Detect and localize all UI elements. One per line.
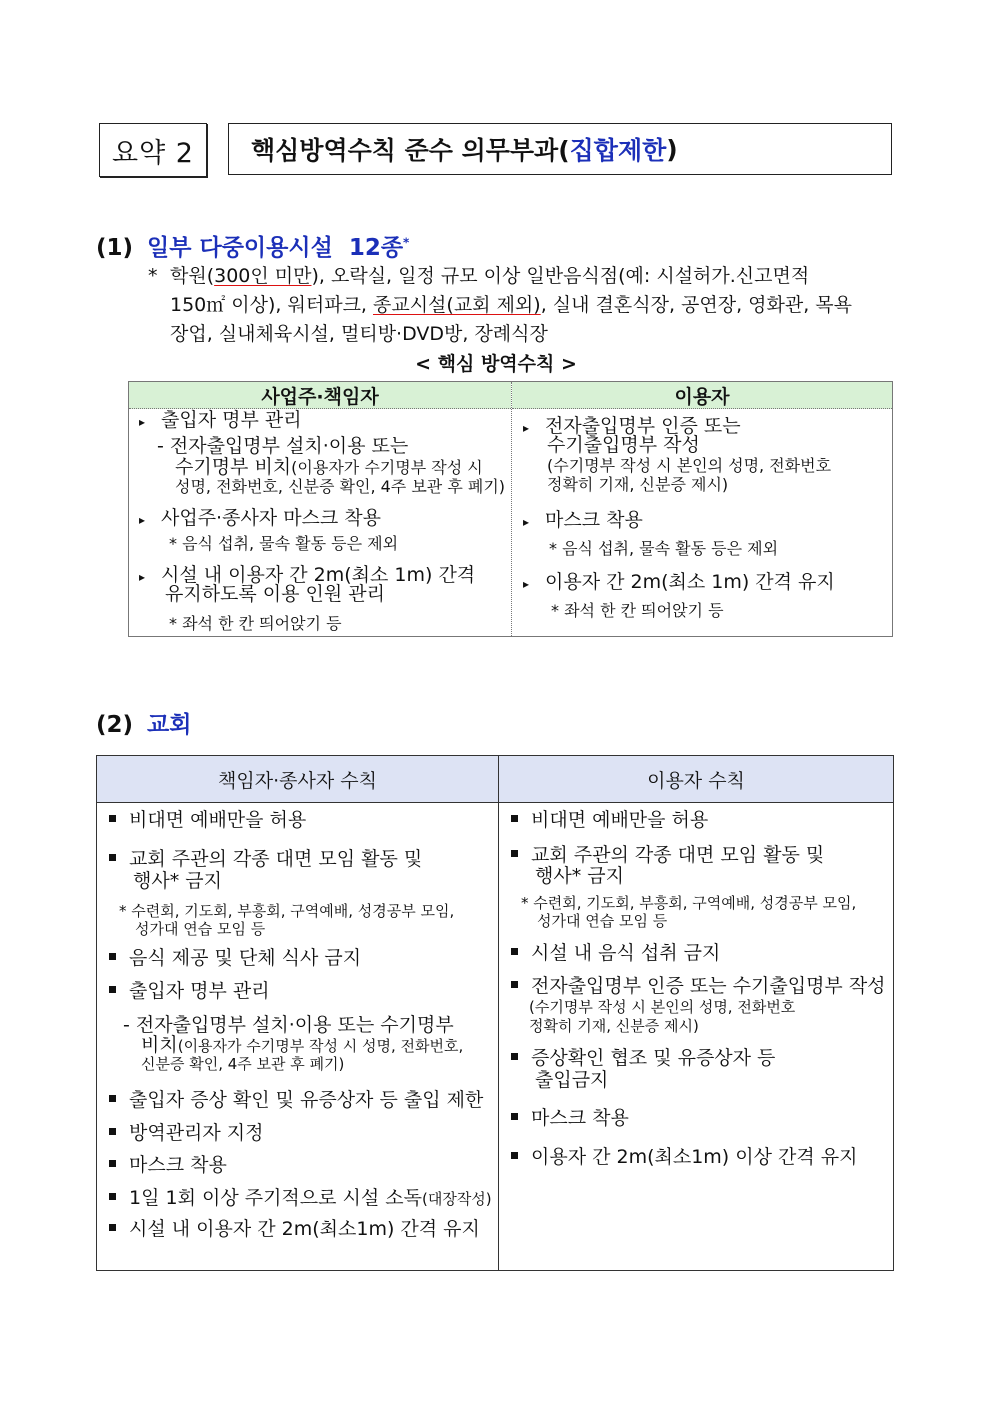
user-rule-2-note2: 성가대 연습 모임 등 (537, 912, 668, 930)
user-item-3 (523, 571, 835, 595)
note-mark: * (148, 265, 158, 287)
staff-rule-3-text: 음식 제공 및 단체 식사 금지 (129, 947, 362, 969)
staff-rule-4-sub2-small: (이용자가 수기명부 작성 시 성명, 전화번호, (177, 1037, 464, 1055)
triangle-bullet-icon: ▸ (523, 515, 530, 529)
square-bullet-icon (109, 1160, 116, 1167)
section1-title: 일부 다중이용시설 12종 (147, 235, 404, 261)
user-rule-1-text: 비대면 예배만을 허용 (531, 809, 709, 831)
user-item-2 (523, 509, 643, 533)
user-rule-4 (511, 975, 886, 997)
section2-heading (96, 706, 191, 739)
staff-rule-5-text: 출입자 증상 확인 및 유증상자 등 출입 제한 (129, 1089, 484, 1111)
section2-table (96, 755, 894, 1271)
user-item-1-sub1: (수기명부 작성 시 본인의 성명, 전화번호 (547, 456, 832, 475)
note-line1-b: ), 오락실, 일정 규모 이상 일반음식점(예: 시설허가.신고면적 (311, 265, 810, 287)
user-item-1-sub2: 정확히 기재, 신분증 제시) (547, 475, 729, 494)
user-rule-2-note1: * 수련회, 기도회, 부흥회, 구역예배, 성경공부 모임, (521, 894, 857, 912)
section1-note (148, 262, 896, 349)
col-owner-header: 사업주·책임자 (129, 382, 511, 409)
owner-item-3-line2: 유지하도록 이용 인원 관리 (165, 583, 386, 605)
owner-item-1 (139, 409, 302, 433)
summary-label: 요약 2 (99, 123, 207, 177)
owner-item-1-sub1: - 전자출입명부 설치·이용 또는 (157, 435, 409, 457)
staff-rule-6 (109, 1122, 264, 1144)
user-rule-6 (511, 1107, 629, 1129)
staff-rule-4-sub3: 신분증 확인, 4주 보관 후 폐기) (141, 1055, 345, 1073)
staff-rule-2-line2: 행사* 금지 (133, 870, 222, 892)
user-rule-5-line2: 출입금지 (535, 1069, 609, 1091)
owner-item-2-note: * 음식 섭취, 물속 활동 등은 제외 (169, 534, 399, 553)
section1-heading (96, 229, 409, 262)
staff-rule-4-text: 출입자 명부 관리 (129, 980, 270, 1002)
triangle-bullet-icon: ▸ (139, 570, 146, 584)
square-bullet-icon (511, 1113, 518, 1120)
staff-rule-3 (109, 947, 361, 969)
note-line1-a: 학원( (170, 265, 215, 287)
triangle-bullet-icon: ▸ (523, 577, 530, 591)
owner-item-1-sub2 (175, 456, 483, 478)
staff-rule-4 (109, 980, 270, 1002)
staff-rule-2-note2: 성가대 연습 모임 등 (135, 920, 266, 938)
note-line2-a: 150㎡ 이상), 워터파크, (170, 294, 373, 316)
square-bullet-icon (109, 854, 116, 861)
user-item-3-text: 이용자 간 2m(최소 1m) 간격 유지 (545, 571, 835, 593)
square-bullet-icon (109, 1224, 116, 1231)
column-divider (498, 756, 499, 1270)
square-bullet-icon (109, 986, 116, 993)
staff-rule-8-text: 1일 1회 이상 주기적으로 시설 소독 (129, 1187, 422, 1209)
user-rule-2 (511, 844, 824, 866)
staff-rule-4-sub1: - 전자출입명부 설치·이용 또는 수기명부 (123, 1014, 454, 1036)
owner-item-1-sub3: 성명, 전화번호, 신분증 확인, 4주 보관 후 폐기) (175, 477, 506, 496)
user-rule-5-line1: 증상확인 협조 및 유증상자 등 (531, 1047, 776, 1069)
owner-item-1-text: 출입자 명부 관리 (161, 409, 302, 431)
staff-rule-2-note1: * 수련회, 기도회, 부흥회, 구역예배, 성경공부 모임, (119, 902, 455, 920)
user-rule-3 (511, 942, 720, 964)
page-title (228, 123, 892, 175)
section2-title: 교회 (147, 712, 192, 738)
staff-rule-7-text: 마스크 착용 (129, 1154, 227, 1176)
owner-item-3-note: * 좌석 한 칸 띄어앉기 등 (169, 614, 342, 633)
title-highlight: 집합제한 (569, 136, 667, 165)
staff-rule-8-small: (대장작성) (421, 1190, 492, 1208)
square-bullet-icon (511, 981, 518, 988)
user-rule-4-text: 전자출입명부 인증 또는 수기출입명부 작성 (531, 975, 886, 997)
section1-title-mark: * (403, 235, 410, 250)
user-item-2-note: * 음식 섭취, 물속 활동 등은 제외 (549, 539, 779, 558)
title-main: 핵심방역수칙 준수 의무부과( (251, 136, 570, 165)
title-end: ) (666, 134, 678, 164)
user-rule-2-line1: 교회 주관의 각종 대면 모임 활동 및 (531, 844, 825, 866)
note-line-2 (148, 291, 896, 320)
section1-table (128, 381, 893, 637)
user-item-1-line2: 수기출입명부 작성 (547, 434, 700, 456)
staff-rule-2 (109, 848, 422, 870)
user-rule-1 (511, 809, 708, 831)
square-bullet-icon (511, 850, 518, 857)
note-line2-b: , 실내 결혼식장, 공연장, 영화관, 목욕 (540, 294, 853, 316)
col-staff-header: 책임자·종사자 수칙 (97, 756, 498, 803)
owner-item-1-sub2-text: 수기명부 비치 (175, 456, 292, 478)
square-bullet-icon (511, 1053, 518, 1060)
col-user-rules-header: 이용자 수칙 (499, 756, 893, 803)
user-rule-7 (511, 1146, 857, 1168)
user-rule-4-sub2: 정확히 기재, 신분증 제시) (529, 1017, 699, 1035)
square-bullet-icon (511, 815, 518, 822)
staff-rule-1 (109, 809, 306, 831)
triangle-bullet-icon: ▸ (139, 513, 146, 527)
note-line-3: 장업, 실내체육시설, 멀티방·DVD방, 장례식장 (170, 323, 548, 345)
staff-rule-8 (109, 1187, 492, 1209)
staff-rule-7 (109, 1154, 227, 1176)
staff-rule-9-text: 시설 내 이용자 간 2m(최소1m) 간격 유지 (129, 1218, 480, 1240)
note-line2-underline: 종교시설(교회 제외) (373, 294, 541, 316)
user-rule-4-sub1: (수기명부 작성 시 본인의 성명, 전화번호 (529, 998, 796, 1016)
square-bullet-icon (109, 1095, 116, 1102)
owner-item-2-text: 사업주·종사자 마스크 착용 (161, 507, 382, 529)
user-rule-7-text: 이용자 간 2m(최소1m) 이상 간격 유지 (531, 1146, 858, 1168)
square-bullet-icon (109, 815, 116, 822)
staff-rule-4-sub2 (141, 1034, 463, 1056)
staff-rule-5 (109, 1089, 483, 1111)
triangle-bullet-icon: ▸ (523, 421, 530, 435)
triangle-bullet-icon: ▸ (139, 415, 146, 429)
section1-number: (1) (96, 235, 134, 261)
square-bullet-icon (109, 953, 116, 960)
square-bullet-icon (109, 1128, 116, 1135)
staff-rule-6-text: 방역관리자 지정 (129, 1122, 264, 1144)
user-rule-3-text: 시설 내 음식 섭취 금지 (531, 942, 721, 964)
col-user-header: 이용자 (512, 382, 892, 409)
section1-subtitle: < 핵심 방역수칙 > (415, 353, 577, 375)
owner-item-2 (139, 507, 381, 531)
square-bullet-icon (109, 1193, 116, 1200)
square-bullet-icon (511, 948, 518, 955)
column-divider (511, 382, 512, 636)
user-item-2-text: 마스크 착용 (545, 509, 643, 531)
staff-rule-9 (109, 1218, 480, 1240)
square-bullet-icon (511, 1152, 518, 1159)
user-rule-6-text: 마스크 착용 (531, 1107, 629, 1129)
user-item-1-line1: 전자출입명부 인증 또는 (545, 415, 741, 437)
staff-rule-1-text: 비대면 예배만을 허용 (129, 809, 307, 831)
note-line1-underline: 300인 미만 (214, 265, 312, 287)
user-rule-2-line2: 행사* 금지 (535, 865, 624, 887)
staff-rule-2-line1: 교회 주관의 각종 대면 모임 활동 및 (129, 848, 423, 870)
user-item-3-note: * 좌석 한 칸 띄어앉기 등 (551, 601, 724, 620)
owner-item-1-sub2-small: (이용자가 수기명부 작성 시 (291, 458, 483, 477)
staff-rule-4-sub2-text: 비치 (141, 1034, 178, 1056)
owner-item-3-line1: 시설 내 이용자 간 2m(최소 1m) 간격 (161, 564, 476, 586)
note-line-1 (148, 262, 896, 291)
user-rule-5 (511, 1047, 775, 1069)
section2-number: (2) (96, 712, 134, 738)
